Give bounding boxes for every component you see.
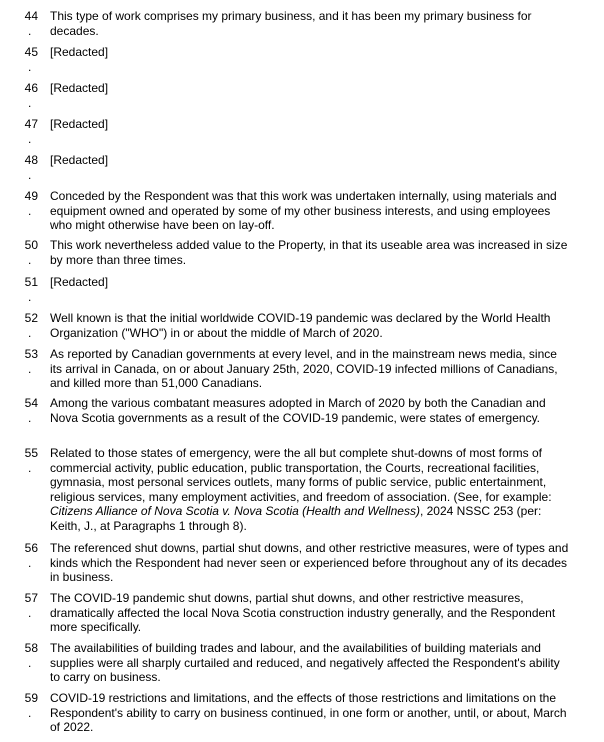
paragraph-text-part: , 2024 NSSC 253 (per: Keith, J., at Paragraphs 1 through 8).	[50, 504, 542, 533]
paragraph-text: [Redacted]	[50, 117, 109, 131]
paragraph-number: 51	[24, 275, 38, 289]
paragraph-number: 59	[24, 691, 38, 705]
paragraph-text: This work nevertheless added value to the Property, in that its useable area was increased in size by more than three times.	[50, 238, 568, 267]
paragraph-number: 46	[24, 81, 38, 95]
paragraph-number: 49	[24, 189, 38, 203]
paragraph-number: 53	[24, 347, 38, 361]
paragraph-number-dot: .	[28, 411, 32, 425]
paragraph-text: This type of work comprises my primary business, and it has been my primary business for decades.	[50, 9, 532, 38]
paragraph-text: The referenced shut downs, partial shut downs, and other restrictive measures, were of types and kinds which the Respondent had never seen or experienced before throughout any of its decades in business.	[50, 541, 569, 584]
paragraph-text-part: Related to those states of emergency, were the all but complete shut-downs of most forms of commercial activity, public education, public transportation, the Courts, recreational facilities, gymnasia, most personal services outlets, many forms of public service, public entertainment, religious services, many employment activities, and freedom of association. (See, for example:	[50, 446, 552, 504]
paragraph-text: [Redacted]	[50, 153, 109, 167]
paragraph-number-dot: .	[28, 60, 32, 74]
paragraph-number: 44	[24, 9, 38, 23]
case-citation: Citizens Alliance of Nova Scotia v. Nova Scotia (Health and Wellness)	[50, 504, 420, 518]
paragraph-number-dot: .	[28, 290, 32, 304]
paragraph-number-dot: .	[28, 132, 32, 146]
paragraph-number: 54	[24, 396, 38, 410]
paragraph-text: Well known is that the initial worldwide COVID-19 pandemic was declared by the World Health Organization ("WHO") in or about the middle of March of 2020.	[50, 311, 551, 340]
paragraph-text: Conceded by the Respondent was that this work was undertaken internally, using materials and equipment owned and operated by some of my other business interests, and using employees who might otherwise have been on lay-off.	[50, 189, 557, 232]
paragraph-text: The availabilities of building trades and labour, and the availabilities of building materials and supplies were all sharply curtailed and reduced, and negatively affected the Respondent's ability to carry on business.	[50, 641, 560, 684]
paragraph-number: 55	[24, 446, 38, 460]
paragraph-number-dot: .	[28, 706, 32, 720]
paragraph-number: 50	[24, 238, 38, 252]
paragraph-number-dot: .	[28, 656, 32, 670]
paragraph-text: The COVID-19 pandemic shut downs, partial shut downs, and other restrictive measures, dramatically affected the local Nova Scotia construction industry generally, and the Respondent more specifically.	[50, 591, 556, 634]
paragraph-number: 48	[24, 153, 38, 167]
paragraph-number-dot: .	[28, 168, 32, 182]
paragraph-number-dot: .	[28, 204, 32, 218]
paragraph-number: 47	[24, 117, 38, 131]
paragraph-number-dot: .	[28, 253, 32, 267]
paragraph-number-dot: .	[28, 96, 32, 110]
paragraph-number: 52	[24, 311, 38, 325]
paragraph-text: [Redacted]	[50, 45, 109, 59]
paragraph-text: [Redacted]	[50, 275, 109, 289]
paragraph-number: 58	[24, 641, 38, 655]
paragraph-text: COVID-19 restrictions and limitations, and the effects of those restrictions and limitations on the Respondent's ability to carry on business continued, in one form or another, until, or about, March of 2022.	[50, 691, 567, 734]
paragraph-number-dot: .	[28, 556, 32, 570]
paragraph-number: 57	[24, 591, 38, 605]
paragraph-number: 45	[24, 45, 38, 59]
paragraph-number: 56	[24, 541, 38, 555]
paragraph-number-dot: .	[28, 24, 32, 38]
paragraph-number-dot: .	[28, 362, 32, 376]
paragraph-text: [Redacted]	[50, 81, 109, 95]
paragraph-number-dot: .	[28, 606, 32, 620]
paragraph-text	[50, 446, 570, 533]
paragraph-text: Among the various combatant measures adopted in March of 2020 by both the Canadian and Nova Scotia governments as a result of the COVID-19 pandemic, were states of emergency.	[50, 396, 546, 425]
paragraph-number-dot: .	[28, 326, 32, 340]
paragraph-number-dot: .	[28, 461, 32, 475]
paragraph-text: As reported by Canadian governments at every level, and in the mainstream news media, since its arrival in Canada, on or about January 25th, 2020, COVID-19 infected millions of Canadians, and killed more than 51,000 Canadians.	[50, 347, 558, 390]
